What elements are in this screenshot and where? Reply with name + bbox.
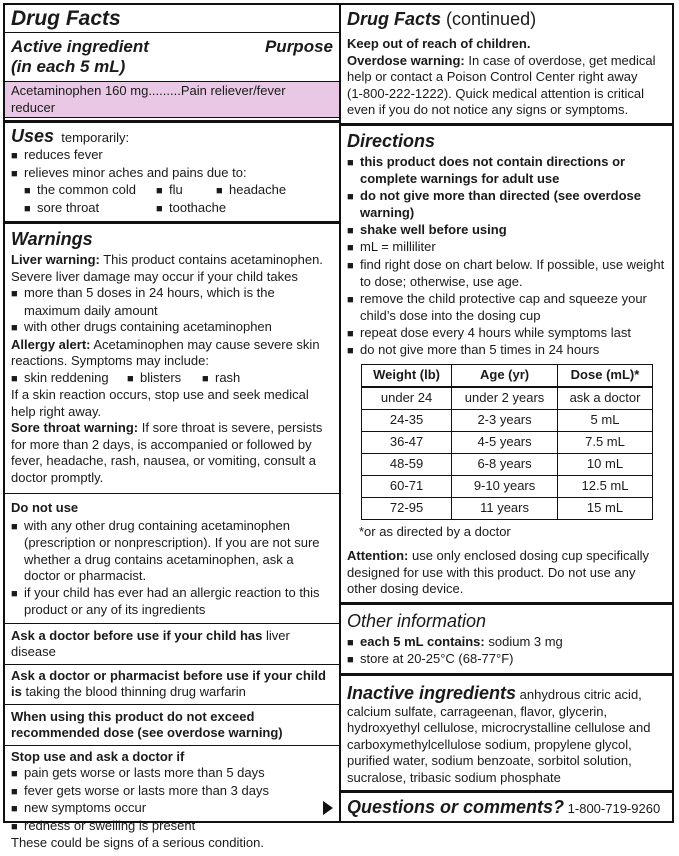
table-header-row: Weight (lb) Age (yr) Dose (mL)* [362, 364, 653, 387]
allergy-alert-label: Allergy alert: [11, 336, 91, 352]
right-column [341, 5, 672, 821]
table-row: under 24 under 2 years ask a doctor [362, 387, 653, 410]
ask-pharmacist-section: Ask a doctor or pharmacist before use if your child is taking the blood thinning drug warfarin [5, 665, 339, 705]
attention-label: Attention: [347, 548, 409, 563]
allergy-symptoms-row [11, 370, 333, 388]
list-item: ■ do not give more than 5 times in 24 hours [347, 342, 666, 360]
continue-arrow-icon [323, 801, 333, 815]
questions-section [341, 793, 672, 822]
list-item: ■ headache [216, 182, 286, 200]
list-item: ■ each 5 mL contains: sodium 3 mg [347, 634, 666, 652]
warnings-heading: Warnings [11, 229, 93, 249]
stop-use-footer: These could be signs of a serious condition. [11, 835, 264, 850]
inactive-ingredients-section: Inactive ingredients anhydrous citric acid, calcium sulfate, carrageenan, flavor, glycerin, hydroxyethyl cellulose, microcrystalline cellulose and carboxymethylcellulose sodium, propylene glycol, purified water, sodium benzoate, sorbitol solution, sucralose, tribasic sodium phosphate [341, 676, 672, 794]
drug-facts-label [3, 3, 674, 850]
purpose-heading: Purpose [264, 37, 333, 56]
active-ingredient-header [5, 32, 339, 81]
uses-intro: temporarily: [61, 130, 130, 145]
list-item: ■ sore throat [24, 200, 156, 218]
table-row: 72-95 11 years 15 mL [362, 497, 653, 519]
list-item: ■ fever gets worse or lasts more than 3 days [11, 783, 333, 801]
directions-section: Directions ■ this product does not contain directions or complete warnings for adult use ■ do not give more than directed (see overdose warning) ■ shake well before using ■ mL = milliliter ■ find right dose on chart below. If possible, use weight to dose; otherwise, use age. ■ remove the child protective cap and squeeze your child’s dose into the dosing cup ■ repeat dose every 4 hours while symptoms last ■ do not give more than 5 times in 24 hours Weight (lb) Age (yr) Dose (mL)* under 24 under 2 years ask a doctor 24-35 2-3 years 5 mL 36-47 4-5 years 7.5 mL 48-59 6-8 years 10 mL 60-71 9-10 years 12.5 mL 72-95 11 years 15 mL *or as directed by a doctor Attention: use only enclosed dosing cup specifically designed for use with this product. Do not use any other dosing device. [341, 126, 672, 605]
uses-sub-row-1 [11, 182, 333, 200]
continued-title: Drug Facts (continued) [347, 9, 537, 29]
uses-heading: Uses [11, 126, 55, 146]
list-item: ■ with other drugs containing acetaminophen [11, 319, 333, 337]
active-ingredient-section [5, 5, 339, 123]
table-row: 60-71 9-10 years 12.5 mL [362, 475, 653, 497]
dosing-table [361, 364, 653, 520]
questions-heading: Questions or comments? [347, 797, 565, 817]
list-item: ■ skin reddening [11, 370, 127, 388]
list-item: ■ find right dose on chart below. If possible, use weight [347, 257, 666, 275]
other-info-heading: Other information [347, 610, 487, 631]
list-item: ■ redness or swelling is present [11, 818, 333, 836]
list-item: ■ shake well before using [347, 222, 666, 240]
table-row: 36-47 4-5 years 7.5 mL [362, 431, 653, 453]
list-item: ■ store at 20-25°C (68-77°F) [347, 651, 666, 669]
list-item: ■ more than 5 doses in 24 hours, which is the [11, 285, 333, 303]
active-heading-line2: (in each 5 mL) [11, 57, 126, 76]
liver-warning-label: Liver warning: [11, 252, 100, 267]
list-item: ■ reduces fever [11, 147, 333, 165]
do-not-use-heading: Do not use [11, 500, 79, 515]
table-row: 48-59 6-8 years 10 mL [362, 453, 653, 475]
list-item: ■ remove the child protective cap and squeeze your [347, 291, 666, 309]
list-item: ■ the common cold [24, 182, 156, 200]
inactive-heading: Inactive ingredients [347, 682, 517, 703]
warnings-main: Warnings Liver warning: This product contains acetaminophen. Severe liver damage may occur if your child takes ■ more than 5 doses in 24 hours, which is the maximum daily amount ■ with other drugs containing acetaminophen Allergy alert: Acetaminophen may cause severe skin reactions. Symptoms may include: ■ skin reddening ■ blisters ■ rash If a skin reaction occurs, stop use and seek medical help right away. Sore throat warning: If sore throat is severe, persists for more than 2 days, is accompanied or followed by fever, headache, rash, nausea, or vomiting, consult a doctor promptly. [5, 224, 339, 494]
list-item: ■ repeat dose every 4 hours while symptoms last [347, 325, 666, 343]
keep-out-text: Keep out of reach of children. [347, 36, 531, 51]
uses-sub-row-2 [11, 200, 333, 218]
warnings-section [5, 224, 339, 856]
directions-heading: Directions [347, 130, 436, 151]
uses-section [5, 123, 339, 224]
list-item: ■ pain gets worse or lasts more than 5 days [11, 765, 333, 783]
list-item: ■ this product does not contain directions or [347, 154, 666, 172]
list-item: ■ blisters [127, 370, 202, 388]
keep-out-section: Drug Facts (continued) Keep out of reach of children. Overdose warning: In case of overdose, get medical help or contact a Poison Control Center right away (1-800-222-1222). Quick medical attention is critical even if you do not notice any signs or symptoms. [341, 5, 672, 126]
do-not-use-section: Do not use ■ with any other drug containing acetaminophen (prescription or nonprescription). If you are not sure whether a drug contains acetaminophen, ask a doctor or pharmacist. ■ if your child has ever had an allergic reaction to this product or any of its ingredients [5, 494, 339, 624]
list-item: ■ with any other drug containing acetaminophen [11, 518, 333, 536]
dose-footnote: *or as directed by a doctor [359, 523, 511, 539]
list-item: ■ mL = milliliter [347, 239, 666, 257]
left-column [5, 5, 341, 850]
list-item: ■ if your child has ever had an allergic reaction to this [11, 585, 333, 603]
list-item: ■ rash [202, 370, 240, 388]
list-item: ■ toothache [156, 200, 226, 218]
list-item: ■ relieves minor aches and pains due to: [11, 165, 333, 183]
other-information-section [341, 605, 672, 676]
page-title: Drug Facts [11, 7, 121, 30]
table-row: 24-35 2-3 years 5 mL [362, 409, 653, 431]
overdose-label: Overdose warning: [347, 52, 465, 68]
sore-throat-label: Sore throat warning: [11, 420, 139, 435]
list-item: ■ do not give more than directed (see overdose [347, 188, 666, 206]
list-item: ■ flu [156, 182, 216, 200]
ask-doctor-section: Ask a doctor before use if your child has liver disease [5, 624, 339, 665]
stop-use-heading: Stop use and ask a doctor if [11, 748, 185, 764]
when-using-section: When using this product do not exceed recommended dose (see overdose warning) [5, 705, 339, 746]
phone-number: 1-800-719-9260 [564, 801, 661, 816]
list-item: ■ new symptoms occur [11, 800, 333, 818]
stop-use-section [5, 746, 339, 856]
active-heading-line1: Active ingredient [11, 37, 149, 56]
active-ingredient-row: Acetaminophen 160 mg.........Pain reliever/fever reducer [5, 81, 339, 118]
